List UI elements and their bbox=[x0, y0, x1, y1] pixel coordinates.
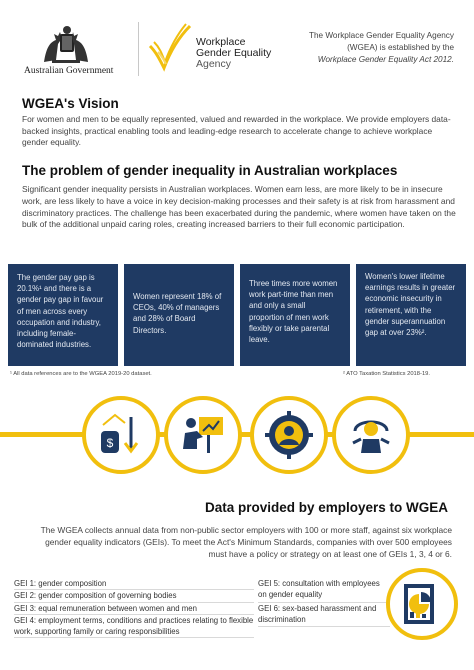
footnote-1: ¹ All data references are to the WGEA 2019-20 dataset. bbox=[10, 371, 152, 377]
presenter-icon bbox=[177, 409, 229, 461]
stat-box-superannuation: Women's lower lifetime earnings results in greater economic insecurity in retirement, with the gender superannuation gap at over 23%². bbox=[356, 264, 466, 366]
gei-item: GEI 1: gender composition bbox=[14, 578, 254, 590]
agency-line-3: Agency bbox=[196, 58, 232, 70]
vision-title: WGEA's Vision bbox=[22, 96, 119, 111]
stat-boxes bbox=[8, 264, 466, 366]
header-desc-line: (WGEA) is established by the bbox=[347, 43, 454, 52]
report-chart-icon bbox=[402, 582, 442, 628]
pay-gap-icon bbox=[95, 409, 147, 461]
report-circle bbox=[386, 568, 458, 640]
gei-item: GEI 3: equal remuneration between women and men bbox=[14, 603, 254, 615]
header-desc-line: The Workplace Gender Equality Agency bbox=[308, 31, 454, 40]
government-name: Australian Government bbox=[24, 66, 114, 76]
vision-text: For women and men to be equally represented, valued and rewarded in the workplace. We provide employers data-backed insights, practical enabling tools and leading-edge research to accelerate change to achieve workplace gender equality. bbox=[22, 114, 451, 147]
stat-box-leadership: Women represent 18% of CEOs, 40% of managers and 28% of Board Directors. bbox=[124, 264, 234, 366]
problem-title: The problem of gender inequality in Australian workplaces bbox=[22, 163, 398, 178]
gei-item: GEI 5: consultation with employees on gender equality bbox=[258, 578, 390, 603]
pay-gap-circle bbox=[82, 396, 160, 474]
presenter-circle bbox=[164, 396, 242, 474]
header-divider bbox=[138, 22, 139, 76]
coat-of-arms-icon bbox=[40, 24, 92, 64]
data-section-title: Data provided by employers to WGEA bbox=[204, 500, 448, 515]
problem-text: Significant gender inequality persists in Australian workplaces. Women earn less, are more likely to be in insecure work, are less likely to have a voice in key decision-making processes and their safety is at risk from harassment and discriminatory practices. The challenge has been exacerbated during the pandemic, where women have taken on the bulk of the additional unpaid caring roles, creating increased barriers to their full economic participation. bbox=[22, 184, 456, 230]
header bbox=[0, 0, 474, 88]
footnote-2: ² ATO Taxation Statistics 2018-19. bbox=[343, 371, 430, 377]
agency-line-2: Gender Equality bbox=[196, 47, 272, 59]
gei-list-left bbox=[14, 578, 254, 638]
caring-circle bbox=[332, 396, 410, 474]
stat-box-part-time: Three times more women work part-time than men and only a small proportion of men work flexibly or take parental leave. bbox=[240, 264, 350, 366]
gei-item: GEI 2: gender composition of governing bodies bbox=[14, 590, 254, 602]
header-desc-act: Workplace Gender Equality Act 2012. bbox=[317, 55, 454, 64]
agency-name bbox=[196, 37, 271, 70]
agency-line-1: Workplace bbox=[196, 36, 246, 48]
caring-icon bbox=[345, 409, 397, 461]
gei-item: GEI 4: employment terms, conditions and practices relating to flexible work, supporting family or caring responsibilities bbox=[14, 615, 254, 639]
gear-person-icon bbox=[263, 409, 315, 461]
gear-person-circle bbox=[250, 396, 328, 474]
svg-text:$: $ bbox=[106, 436, 114, 450]
gei-item: GEI 6: sex-based harassment and discrimination bbox=[258, 603, 390, 628]
stat-box-pay-gap: The gender pay gap is 20.1%¹ and there is a gender pay gap in favour of men across every occupation and industry, including female-dominated industries. bbox=[8, 264, 118, 366]
data-section-text: The WGEA collects annual data from non-public sector employers with 100 or more staff, against six workplace gender equality indicators (GEIs). To meet the Act's Minimum Standards, companies with over 500 employees must have a policy or strategy on at least one of GEIs 1, 3, 4 or 6. bbox=[40, 525, 452, 559]
wgea-logo-icon bbox=[146, 22, 194, 72]
gei-list-right bbox=[258, 578, 390, 627]
icons-band bbox=[0, 388, 474, 488]
header-description bbox=[294, 30, 454, 66]
